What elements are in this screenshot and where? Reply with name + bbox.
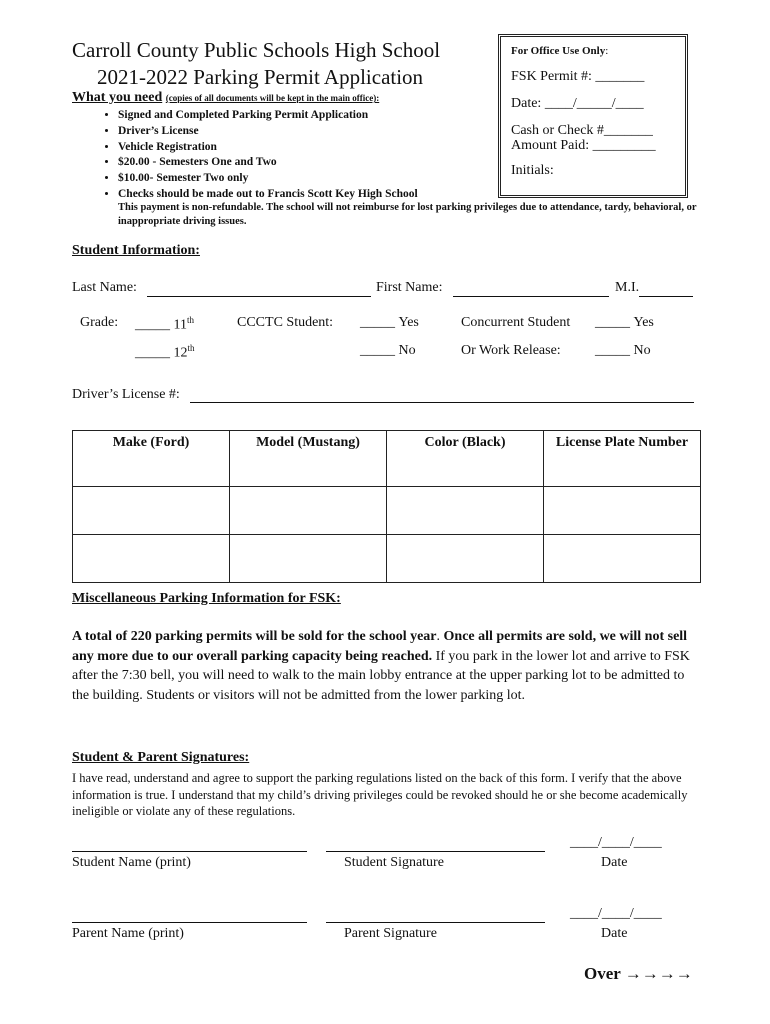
list-item: • Signed and Completed Parking Permit Application xyxy=(118,108,418,124)
office-use-label: For Office Use Only xyxy=(511,45,606,57)
mi-input[interactable] xyxy=(639,282,693,297)
color-header: Color (Black) xyxy=(387,431,544,487)
parent-signature-line[interactable] xyxy=(326,922,545,923)
model-cell[interactable] xyxy=(230,535,387,583)
list-item: • Driver’s License xyxy=(118,124,418,140)
make-cell[interactable] xyxy=(73,535,230,583)
signatures-statement: I have read, understand and agree to support the parking regulations listed on the back of this form. I verify that the above information is true. I understand that my child’s driving privileges could be revoked should he or she become academically ineligible or violate any of these regulations. xyxy=(72,771,688,818)
concurrent-yes-label: Yes xyxy=(633,315,654,330)
ccctc-yes-blank: _____ xyxy=(360,315,395,330)
grade-12-blank: _____ xyxy=(135,345,170,361)
requirements-list xyxy=(72,108,418,203)
student-signature-line[interactable] xyxy=(326,851,545,852)
requirements-heading xyxy=(72,90,379,106)
student-info-heading: Student Information: xyxy=(72,243,200,258)
requirements-heading-note: (copies of all documents will be kept in the main office): xyxy=(165,93,380,103)
concurrent-yes-option[interactable] xyxy=(595,315,654,331)
misc-heading: Miscellaneous Parking Information for FSK: xyxy=(72,591,341,606)
non-refundable-note: This payment is non-refundable. The school will not reimburse for lost parking privileges due to attendance, tardy, behavioral, or inappropriate driving issues. xyxy=(118,202,697,227)
form-subtitle: 2021-2022 Parking Permit Application xyxy=(97,65,424,89)
grade-12-option[interactable] xyxy=(135,343,195,362)
form-title: Carroll County Public Schools High School xyxy=(72,38,441,62)
license-label: Driver’s License #: xyxy=(72,387,180,402)
table-row xyxy=(73,487,701,535)
concurrent-yes-blank: _____ xyxy=(595,315,630,330)
make-cell[interactable] xyxy=(73,487,230,535)
initials-field: Initials: xyxy=(511,163,554,178)
list-item: • Vehicle Registration xyxy=(118,140,418,156)
list-item: • $20.00 - Semesters One and Two xyxy=(118,155,418,171)
make-header: Make (Ford) xyxy=(73,431,230,487)
model-cell[interactable] xyxy=(230,487,387,535)
grade-12-value: 12 xyxy=(173,345,188,361)
last-name-label: Last Name: xyxy=(72,280,137,295)
color-cell[interactable] xyxy=(387,535,544,583)
parent-date-label: Date xyxy=(601,926,628,941)
parent-name-label: Parent Name (print) xyxy=(72,926,184,941)
ccctc-no-label: No xyxy=(398,343,416,358)
misc-bold-1: A total of 220 parking permits will be sold for the school year xyxy=(72,629,437,644)
mi-label: M.I. xyxy=(615,280,640,295)
signatures-heading: Student & Parent Signatures: xyxy=(72,750,250,765)
student-date-blank[interactable]: ____/____/____ xyxy=(570,835,662,850)
over-indicator: Over →→→→ xyxy=(584,964,693,983)
work-release-label: Or Work Release: xyxy=(461,343,561,358)
misc-normal: If you park in the lower lot and arrive to FSK after the 7:30 bell, you will need to walk to the main lobby entrance at the upper parking lot to be admitted to the building. Students or visitors will not be admitted from the lower parking lot. xyxy=(72,648,690,703)
misc-paragraph xyxy=(72,627,702,705)
license-input[interactable] xyxy=(190,389,694,403)
grade-11-option[interactable] xyxy=(135,315,194,334)
concurrent-label: Concurrent Student xyxy=(461,315,571,330)
grade-11-suffix: th xyxy=(186,315,194,325)
office-use-box xyxy=(498,34,688,198)
first-name-label: First Name: xyxy=(376,280,443,295)
ccctc-label: CCCTC Student: xyxy=(237,315,334,330)
grade-label: Grade: xyxy=(80,315,119,330)
parent-signature-label: Parent Signature xyxy=(344,926,437,941)
cash-check-field: Cash or Check #_______ xyxy=(511,123,653,138)
list-item: • $10.00- Semester Two only xyxy=(118,171,418,187)
last-name-input[interactable] xyxy=(147,282,371,297)
list-item: • Checks should be made out to Francis Scott Key High School xyxy=(118,187,418,203)
ccctc-no-blank: _____ xyxy=(360,343,395,358)
amount-paid-field: Amount Paid: _________ xyxy=(511,138,656,153)
ccctc-yes-label: Yes xyxy=(398,315,419,330)
plate-cell[interactable] xyxy=(544,487,701,535)
model-header: Model (Mustang) xyxy=(230,431,387,487)
fsk-permit-field: FSK Permit #: _______ xyxy=(511,69,645,84)
concurrent-no-label: No xyxy=(633,343,651,358)
vehicle-table xyxy=(72,430,701,583)
office-date-field: Date: ____/_____/____ xyxy=(511,96,644,111)
parent-name-line[interactable] xyxy=(72,922,307,923)
office-use-colon: : xyxy=(605,45,609,57)
plate-cell[interactable] xyxy=(544,535,701,583)
table-row xyxy=(73,535,701,583)
grade-11-value: 11 xyxy=(173,317,187,333)
grade-12-suffix: th xyxy=(187,343,195,353)
misc-bold-2: Once all permits are sold, we will not sell any more due to our overall parking capacity being reached. xyxy=(72,629,688,664)
student-name-label: Student Name (print) xyxy=(72,855,191,870)
requirements-heading-text: What you need xyxy=(72,90,163,105)
concurrent-no-blank: _____ xyxy=(595,343,630,358)
student-name-line[interactable] xyxy=(72,851,307,852)
parent-date-blank[interactable]: ____/____/____ xyxy=(570,906,662,921)
ccctc-no-option[interactable] xyxy=(360,343,416,359)
table-header-row xyxy=(73,431,701,487)
concurrent-no-option[interactable] xyxy=(595,343,651,359)
first-name-input[interactable] xyxy=(453,282,609,297)
student-date-label: Date xyxy=(601,855,628,870)
grade-11-blank: _____ xyxy=(135,317,170,333)
student-signature-label: Student Signature xyxy=(344,855,444,870)
plate-header: License Plate Number xyxy=(544,431,701,487)
misc-dot: . xyxy=(436,629,444,644)
color-cell[interactable] xyxy=(387,487,544,535)
ccctc-yes-option[interactable] xyxy=(360,315,419,331)
